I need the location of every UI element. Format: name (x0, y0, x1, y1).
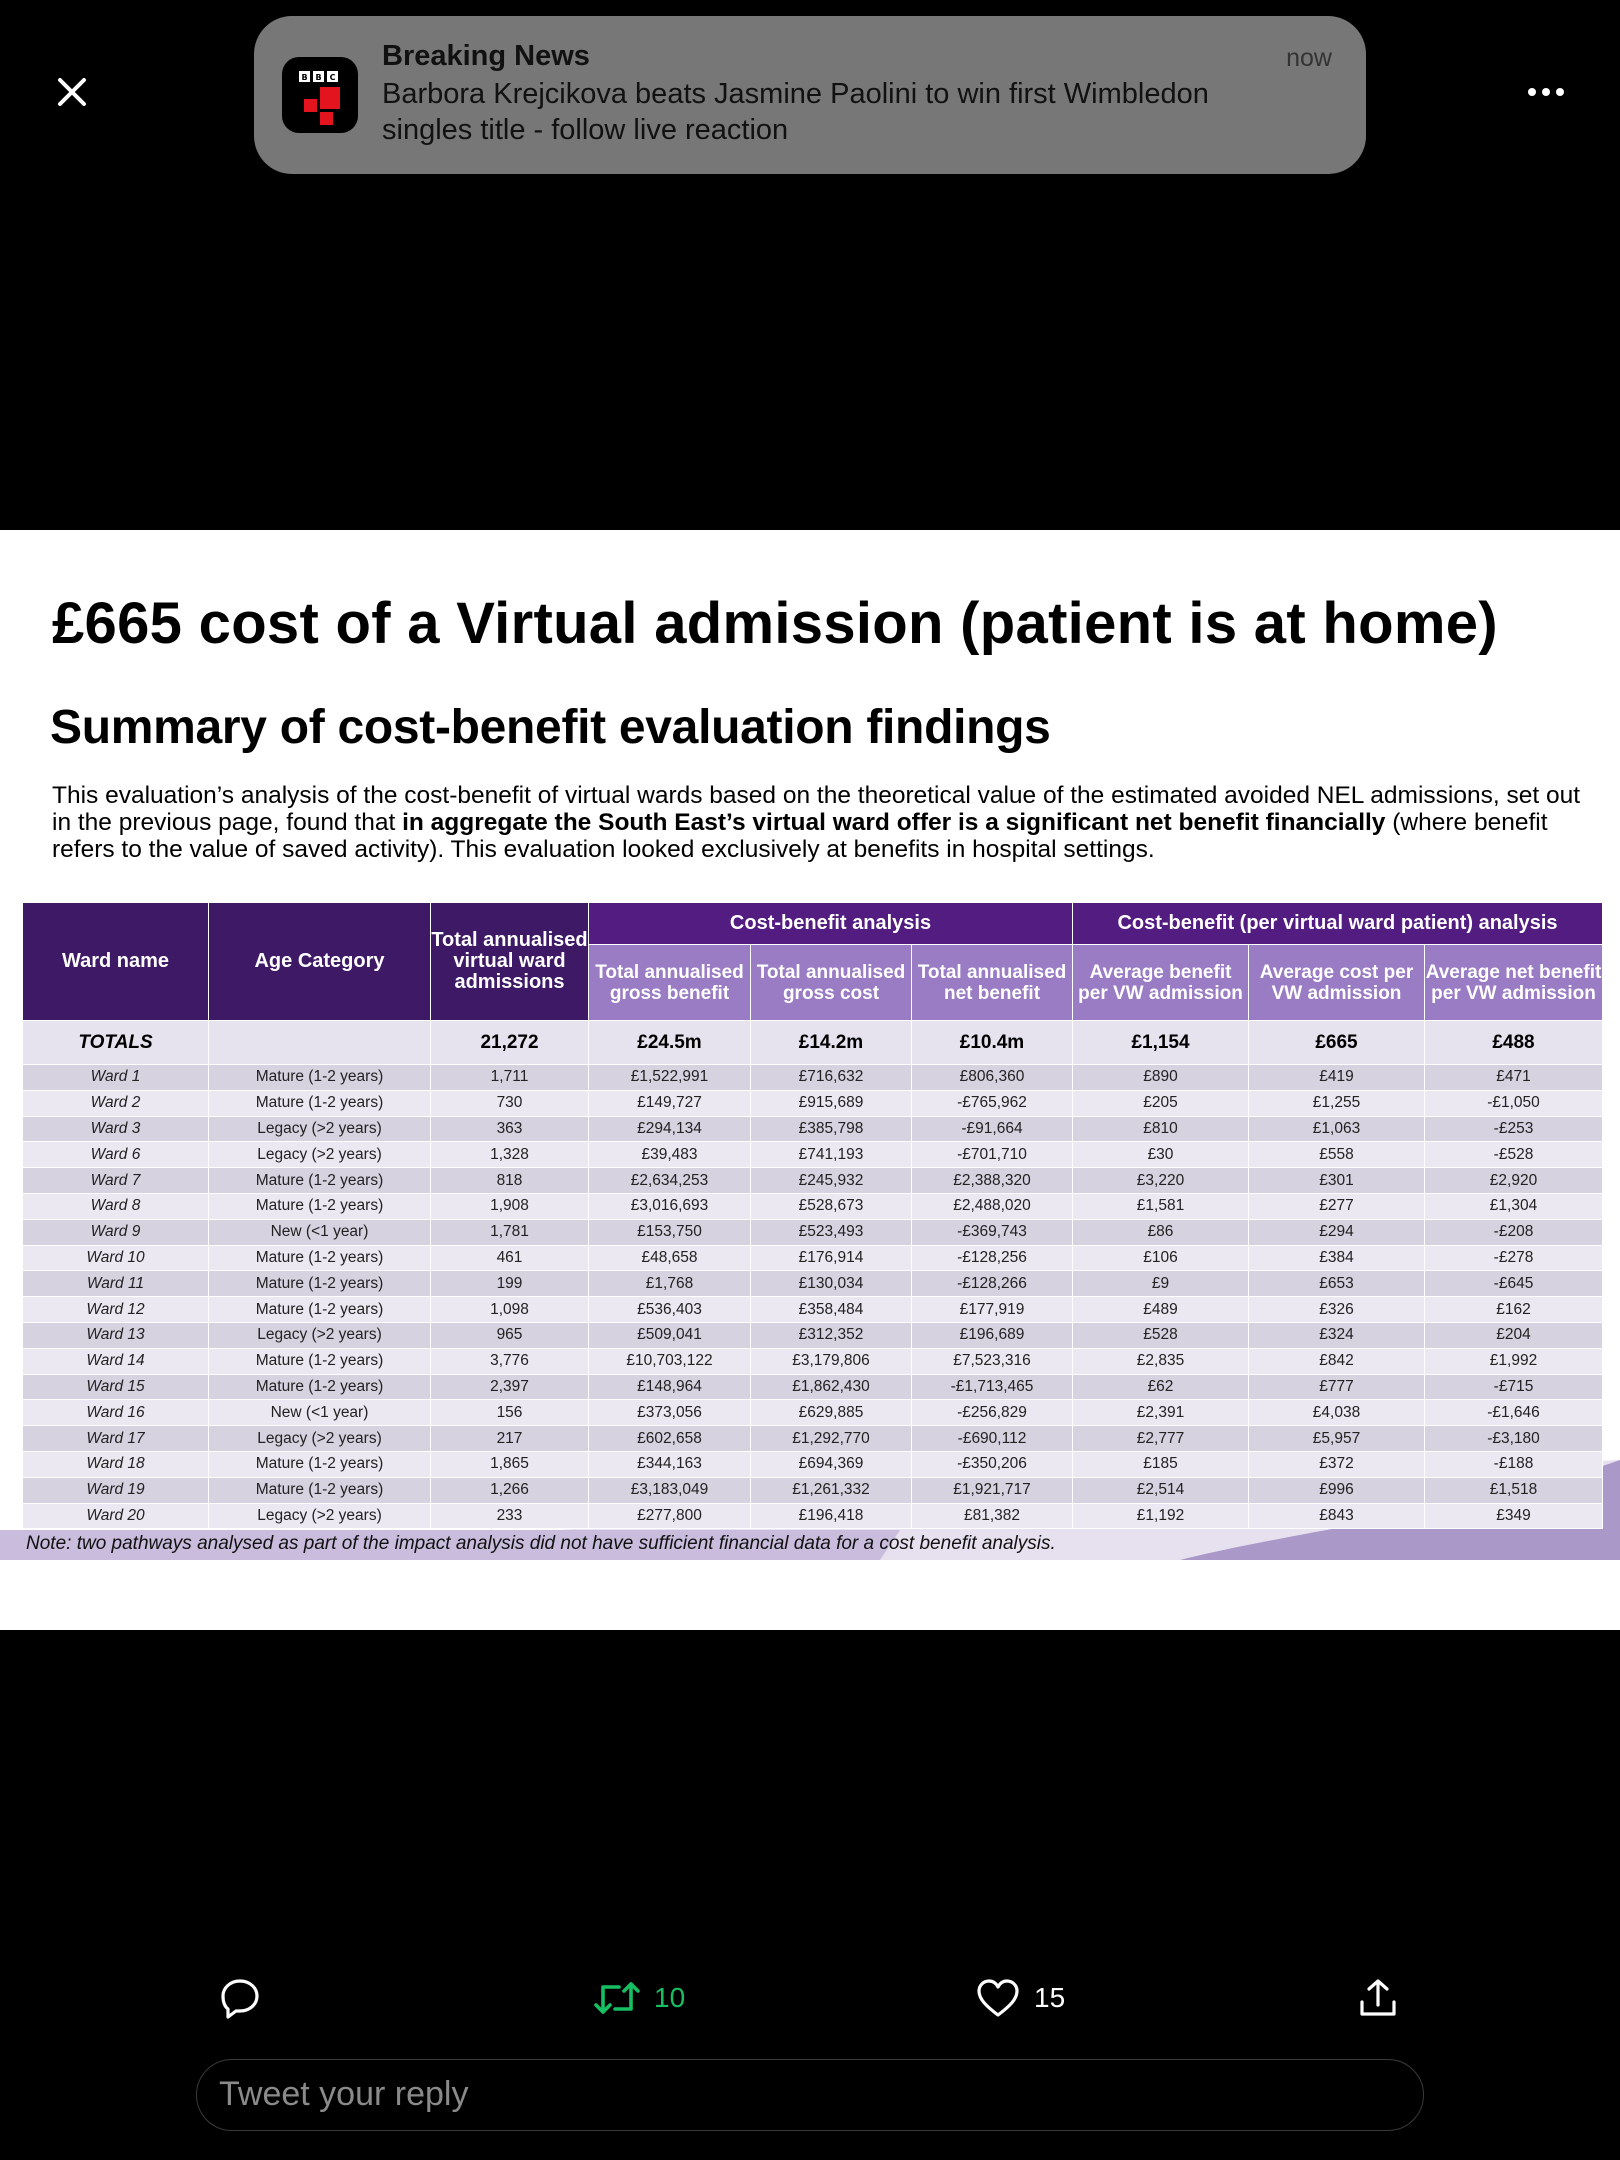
retweet-icon (594, 1978, 640, 2018)
table-cell: 233 (431, 1503, 589, 1529)
table-cell: 1,908 (431, 1193, 589, 1219)
table-cell: -£1,646 (1425, 1400, 1603, 1426)
share-button[interactable] (1356, 1970, 1400, 2026)
table-cell: £1,261,332 (751, 1477, 912, 1503)
table-cell: Mature (1-2 years) (209, 1193, 431, 1219)
header-net-benefit: Total annualised net benefit (912, 945, 1073, 1021)
header-avg-cost: Average cost per VW admission (1249, 945, 1425, 1021)
ward-name-cell: Ward 7 (23, 1168, 209, 1194)
table-cell: 21,272 (431, 1021, 589, 1065)
table-cell: £528,673 (751, 1193, 912, 1219)
table-cell: £130,034 (751, 1271, 912, 1297)
ward-name-cell: Ward 12 (23, 1297, 209, 1323)
table-cell: £349 (1425, 1503, 1603, 1529)
table-cell: -£1,050 (1425, 1090, 1603, 1116)
table-cell: £384 (1249, 1245, 1425, 1271)
table-cell: £806,360 (912, 1065, 1073, 1091)
table-cell: 217 (431, 1426, 589, 1452)
table-cell: £149,727 (589, 1090, 751, 1116)
svg-text:B: B (315, 73, 322, 82)
table-row (23, 1400, 1603, 1426)
table-cell: £890 (1073, 1065, 1249, 1091)
table-cell: 461 (431, 1245, 589, 1271)
table-cell: £1,581 (1073, 1193, 1249, 1219)
table-cell: £385,798 (751, 1116, 912, 1142)
table-cell: £3,179,806 (751, 1348, 912, 1374)
table-cell: £39,483 (589, 1142, 751, 1168)
table-cell: -£369,743 (912, 1219, 1073, 1245)
table-cell: £277,800 (589, 1503, 751, 1529)
table-cell: 2,397 (431, 1374, 589, 1400)
table-cell: 730 (431, 1090, 589, 1116)
slide-paragraph (52, 782, 1592, 863)
table-cell: 1,266 (431, 1477, 589, 1503)
table-row (23, 1271, 1603, 1297)
table-cell: £1,304 (1425, 1193, 1603, 1219)
table-row (23, 1451, 1603, 1477)
table-cell: -£91,664 (912, 1116, 1073, 1142)
table-cell: -£188 (1425, 1451, 1603, 1477)
table-cell: £196,418 (751, 1503, 912, 1529)
table-cell: £324 (1249, 1322, 1425, 1348)
table-cell: 1,328 (431, 1142, 589, 1168)
table-cell (209, 1021, 431, 1065)
svg-text:B: B (301, 73, 308, 82)
paragraph-text-2: (where benefit refers to the value of saved activity). This evaluation looked exclusively at benefits in hospital settings. (52, 809, 1548, 863)
table-cell: £14.2m (751, 1021, 912, 1065)
table-cell: £1,192 (1073, 1503, 1249, 1529)
table-cell: £2,388,320 (912, 1168, 1073, 1194)
table-row (23, 1426, 1603, 1452)
table-cell: Legacy (>2 years) (209, 1142, 431, 1168)
ward-name-cell: Ward 9 (23, 1219, 209, 1245)
ward-name-cell: Ward 14 (23, 1348, 209, 1374)
header-age-category: Age Category (209, 903, 431, 1021)
table-cell: £528 (1073, 1322, 1249, 1348)
share-icon (1356, 1976, 1400, 2020)
table-cell: £523,493 (751, 1219, 912, 1245)
table-cell: £1,518 (1425, 1477, 1603, 1503)
table-cell: £777 (1249, 1374, 1425, 1400)
table-cell: 965 (431, 1322, 589, 1348)
table-cell: £558 (1249, 1142, 1425, 1168)
table-cell: £4,038 (1249, 1400, 1425, 1426)
ward-name-cell: Ward 2 (23, 1090, 209, 1116)
tweet-image[interactable] (0, 530, 1620, 1630)
table-cell: £1,862,430 (751, 1374, 912, 1400)
table-cell: £185 (1073, 1451, 1249, 1477)
table-cell: £177,919 (912, 1297, 1073, 1323)
table-cell: Mature (1-2 years) (209, 1374, 431, 1400)
heart-icon (976, 1978, 1020, 2018)
table-cell: £1,255 (1249, 1090, 1425, 1116)
table-cell: -£528 (1425, 1142, 1603, 1168)
table-cell: -£256,829 (912, 1400, 1073, 1426)
table-cell: £509,041 (589, 1322, 751, 1348)
table-cell: £153,750 (589, 1219, 751, 1245)
table-cell: £1,292,770 (751, 1426, 912, 1452)
table-cell: £653 (1249, 1271, 1425, 1297)
table-cell: Legacy (>2 years) (209, 1503, 431, 1529)
reply-icon (218, 1976, 262, 2020)
table-cell: Mature (1-2 years) (209, 1477, 431, 1503)
table-cell: -£1,713,465 (912, 1374, 1073, 1400)
header-ward-name: Ward name (23, 903, 209, 1021)
header-total-admissions: Total annualised virtual ward admissions (431, 903, 589, 1021)
notification-title: Breaking News (382, 40, 590, 72)
ward-name-cell: Ward 10 (23, 1245, 209, 1271)
table-cell: £489 (1073, 1297, 1249, 1323)
table-row (23, 1090, 1603, 1116)
header-gross-benefit: Total annualised gross benefit (589, 945, 751, 1021)
table-cell: Mature (1-2 years) (209, 1245, 431, 1271)
table-cell: Mature (1-2 years) (209, 1297, 431, 1323)
reply-button[interactable] (218, 1970, 262, 2026)
table-cell: £277 (1249, 1193, 1425, 1219)
ward-name-cell: Ward 6 (23, 1142, 209, 1168)
table-cell: -£765,962 (912, 1090, 1073, 1116)
ward-name-cell: Ward 13 (23, 1322, 209, 1348)
table-body (23, 1021, 1603, 1529)
table-cell: Mature (1-2 years) (209, 1168, 431, 1194)
table-cell: £1,768 (589, 1271, 751, 1297)
table-cell: £344,163 (589, 1451, 751, 1477)
reply-input[interactable]: Tweet your reply (196, 2059, 1424, 2131)
paragraph-bold-text: in aggregate the South East’s virtual ward offer is a significant net benefit financially (402, 809, 1386, 836)
table-row (23, 1374, 1603, 1400)
table-cell: £86 (1073, 1219, 1249, 1245)
table-cell: £629,885 (751, 1400, 912, 1426)
table-cell: £2,835 (1073, 1348, 1249, 1374)
table-cell: -£253 (1425, 1116, 1603, 1142)
table-cell: -£350,206 (912, 1451, 1073, 1477)
table-cell: Legacy (>2 years) (209, 1116, 431, 1142)
table-cell: £1,921,717 (912, 1477, 1073, 1503)
table-cell: £48,658 (589, 1245, 751, 1271)
table-cell: Mature (1-2 years) (209, 1090, 431, 1116)
table-cell: £106 (1073, 1245, 1249, 1271)
table-cell: £488 (1425, 1021, 1603, 1065)
cost-benefit-table (22, 902, 1603, 1529)
table-cell: £3,016,693 (589, 1193, 751, 1219)
table-row (23, 1503, 1603, 1529)
like-count: 15 (1034, 1982, 1066, 2013)
close-button[interactable] (52, 72, 92, 112)
table-cell: £2,514 (1073, 1477, 1249, 1503)
table-row (23, 1297, 1603, 1323)
ward-name-cell: TOTALS (23, 1021, 209, 1065)
table-cell: £419 (1249, 1065, 1425, 1091)
table-cell: -£128,256 (912, 1245, 1073, 1271)
table-cell: Mature (1-2 years) (209, 1065, 431, 1091)
table-cell: £294,134 (589, 1116, 751, 1142)
table-cell: £665 (1249, 1021, 1425, 1065)
table-cell: -£128,266 (912, 1271, 1073, 1297)
table-cell: Mature (1-2 years) (209, 1271, 431, 1297)
close-icon (52, 72, 92, 112)
ward-name-cell: Ward 17 (23, 1426, 209, 1452)
table-cell: £301 (1249, 1168, 1425, 1194)
notification-banner[interactable] (254, 16, 1366, 174)
table-cell: £996 (1249, 1477, 1425, 1503)
table-row (23, 1348, 1603, 1374)
table-cell: £1,154 (1073, 1021, 1249, 1065)
table-cell: £2,391 (1073, 1400, 1249, 1426)
table-row (23, 1193, 1603, 1219)
table-cell: £10,703,122 (589, 1348, 751, 1374)
table-cell: £471 (1425, 1065, 1603, 1091)
table-cell: £2,488,020 (912, 1193, 1073, 1219)
table-cell: £5,957 (1249, 1426, 1425, 1452)
table-cell: 1,781 (431, 1219, 589, 1245)
ward-name-cell: Ward 11 (23, 1271, 209, 1297)
table-cell: £81,382 (912, 1503, 1073, 1529)
table-cell: 1,098 (431, 1297, 589, 1323)
table-cell: 199 (431, 1271, 589, 1297)
paragraph-text-1: This evaluation’s analysis of the cost-benefit of virtual wards based on the theoretical value of the estimated avoided NEL admissions, set out in the previous page, found that (52, 782, 1581, 836)
retweet-count: 10 (654, 1982, 686, 2013)
table-cell: £810 (1073, 1116, 1249, 1142)
totals-row (23, 1021, 1603, 1065)
table-cell: £312,352 (751, 1322, 912, 1348)
table-cell: -£690,112 (912, 1426, 1073, 1452)
table-cell: 1,711 (431, 1065, 589, 1091)
table-cell: £196,689 (912, 1322, 1073, 1348)
table-cell: £843 (1249, 1503, 1425, 1529)
table-cell: £148,964 (589, 1374, 751, 1400)
table-cell: Mature (1-2 years) (209, 1451, 431, 1477)
ward-name-cell: Ward 8 (23, 1193, 209, 1219)
table-cell: £10.4m (912, 1021, 1073, 1065)
table-row (23, 1065, 1603, 1091)
table-cell: £176,914 (751, 1245, 912, 1271)
table-cell: £915,689 (751, 1090, 912, 1116)
table-row (23, 1322, 1603, 1348)
table-cell: £694,369 (751, 1451, 912, 1477)
slide-note: Note: two pathways analysed as part of the impact analysis did not have sufficient financial data for a cost benefit analysis. (26, 1533, 1056, 1554)
table-cell: -£3,180 (1425, 1426, 1603, 1452)
table-cell: £245,932 (751, 1168, 912, 1194)
slide-subtitle: Summary of cost-benefit evaluation findings (50, 701, 1051, 754)
table-cell: Legacy (>2 years) (209, 1322, 431, 1348)
retweet-button[interactable] (594, 1970, 685, 2026)
like-button[interactable] (976, 1970, 1065, 2026)
ward-name-cell: Ward 1 (23, 1065, 209, 1091)
table-row (23, 1116, 1603, 1142)
table-cell: £2,920 (1425, 1168, 1603, 1194)
table-cell: 3,776 (431, 1348, 589, 1374)
table-cell: £205 (1073, 1090, 1249, 1116)
table-cell: 363 (431, 1116, 589, 1142)
table-cell: £204 (1425, 1322, 1603, 1348)
table-cell: New (<1 year) (209, 1219, 431, 1245)
table-cell: £1,522,991 (589, 1065, 751, 1091)
table-cell: £9 (1073, 1271, 1249, 1297)
table-row (23, 1245, 1603, 1271)
ward-name-cell: Ward 20 (23, 1503, 209, 1529)
ward-name-cell: Ward 15 (23, 1374, 209, 1400)
svg-text:C: C (329, 73, 336, 82)
table-cell: £2,777 (1073, 1426, 1249, 1452)
table-row (23, 1142, 1603, 1168)
ward-name-cell: Ward 16 (23, 1400, 209, 1426)
notification-body: Barbora Krejcikova beats Jasmine Paolini to win first Wimbledon singles title - follow live reaction (382, 78, 1209, 146)
header-avg-benefit: Average benefit per VW admission (1073, 945, 1249, 1021)
table-row (23, 1168, 1603, 1194)
header-group-per-patient: Cost-benefit (per virtual ward patient) analysis (1073, 903, 1603, 945)
table-cell: -£208 (1425, 1219, 1603, 1245)
table-cell: -£645 (1425, 1271, 1603, 1297)
bbc-news-icon (282, 57, 358, 133)
table-cell: £3,183,049 (589, 1477, 751, 1503)
table-cell: £741,193 (751, 1142, 912, 1168)
ward-name-cell: Ward 3 (23, 1116, 209, 1142)
table-cell: £7,523,316 (912, 1348, 1073, 1374)
table-cell: -£278 (1425, 1245, 1603, 1271)
more-icon (1524, 72, 1568, 112)
header-avg-net: Average net benefit per VW admission (1425, 945, 1603, 1021)
table-cell: £30 (1073, 1142, 1249, 1168)
more-options-button[interactable] (1524, 72, 1568, 112)
ward-name-cell: Ward 19 (23, 1477, 209, 1503)
table-cell: £842 (1249, 1348, 1425, 1374)
slide-title: £665 cost of a Virtual admission (patient is at home) (52, 591, 1498, 656)
table-cell: £358,484 (751, 1297, 912, 1323)
table-cell: -£701,710 (912, 1142, 1073, 1168)
table-cell: £602,658 (589, 1426, 751, 1452)
table-row (23, 1477, 1603, 1503)
table-cell: £372 (1249, 1451, 1425, 1477)
table-cell: £162 (1425, 1297, 1603, 1323)
table-cell: £1,992 (1425, 1348, 1603, 1374)
table-cell: 1,865 (431, 1451, 589, 1477)
table-cell: New (<1 year) (209, 1400, 431, 1426)
header-gross-cost: Total annualised gross cost (751, 945, 912, 1021)
table-row (23, 1219, 1603, 1245)
table-cell: £294 (1249, 1219, 1425, 1245)
ward-name-cell: Ward 18 (23, 1451, 209, 1477)
table-cell: 156 (431, 1400, 589, 1426)
table-cell: £373,056 (589, 1400, 751, 1426)
table-cell: 818 (431, 1168, 589, 1194)
table-cell: £1,063 (1249, 1116, 1425, 1142)
table-cell: £536,403 (589, 1297, 751, 1323)
table-cell: £326 (1249, 1297, 1425, 1323)
table-cell: £24.5m (589, 1021, 751, 1065)
table-cell: £2,634,253 (589, 1168, 751, 1194)
notification-time: now (1286, 44, 1332, 72)
header-group-cost-benefit: Cost-benefit analysis (589, 903, 1073, 945)
table-cell: £3,220 (1073, 1168, 1249, 1194)
table-cell: Legacy (>2 years) (209, 1426, 431, 1452)
table-cell: Mature (1-2 years) (209, 1348, 431, 1374)
table-cell: -£715 (1425, 1374, 1603, 1400)
table-cell: £62 (1073, 1374, 1249, 1400)
table-cell: £716,632 (751, 1065, 912, 1091)
